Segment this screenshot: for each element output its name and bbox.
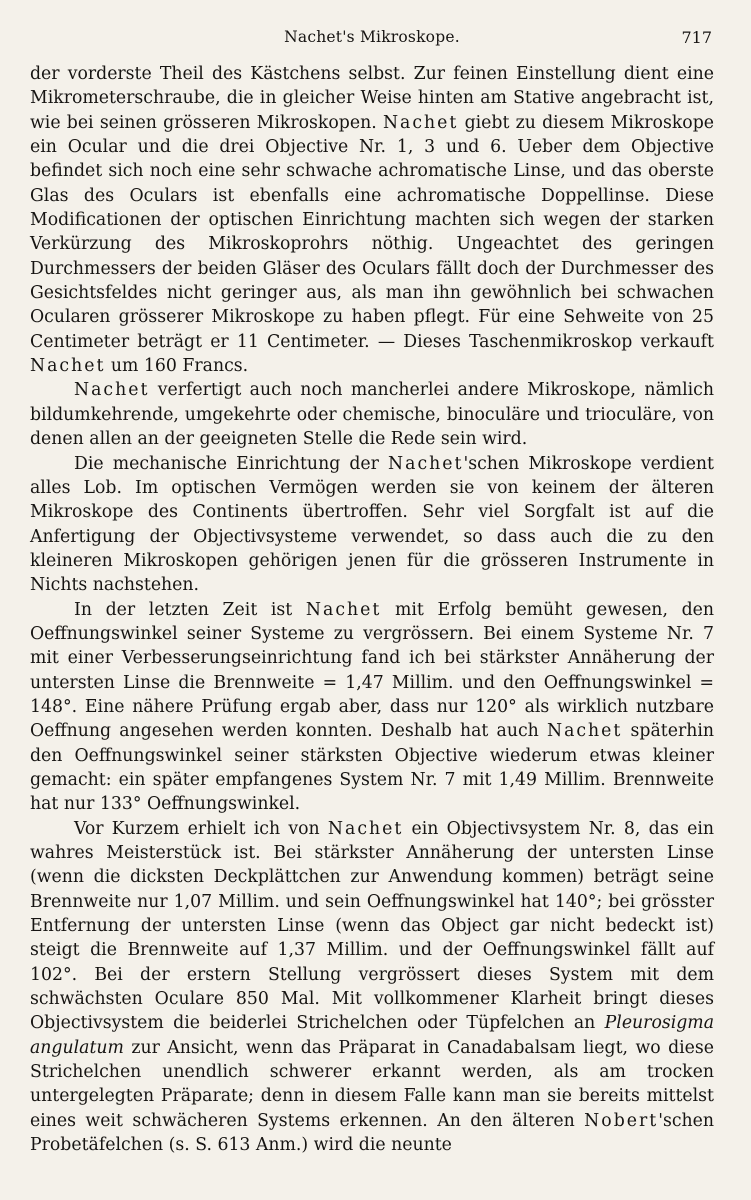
- paragraph: [30, 598, 714, 817]
- spaced-name: Nobert: [584, 1110, 659, 1131]
- book-page: [30, 0, 714, 1200]
- text-run: 'schen Mikroskope verdient alles Lob. Im optischen Vermögen werden sie von keinem der älteren Mikroskope des Continents übertroffen. Sehr viel Sorgfalt ist auf die Anfertigung der Objectivsysteme verwendet, so dass auch die zu den kleineren Mikroskopen gehörigen jenen für die grösseren Instrumente in Nichts nachstehen.: [30, 453, 714, 596]
- spaced-name: Nachet: [388, 453, 464, 474]
- text-run: ein Objectivsystem Nr. 8, das ein wahres Meisterstück ist. Bei stärkster Annäherung der untersten Linse (wenn die dicksten Deckplättchen zur Anwendung kommen) beträgt seine Brennweite nur 1,07 Millim. und sein Oeffnungswinkel hat 140°; bei grösster Entfernung der untersten Linse (wenn das Object gar nicht bedeckt ist) steigt die Brennweite auf 1,37 Millim. und der Oeffnungswinkel fällt auf 102°. Bei der erstern Stellung vergrössert dieses System mit dem schwächsten Oculare 850 Mal. Mit vollkommener Klarheit bringt dieses Objectivsystem die beiderlei Strichelchen oder Tüpfelchen an: [30, 818, 714, 1034]
- text-run: der vorderste Theil des Kästchens selbst. Zur feinen Einstellung dient eine Mikrometerschraube, die in gleicher Weise hinten am Stative angebracht ist, wie bei seinen grösseren Mikroskopen.: [30, 64, 714, 133]
- text-run: giebt zu diesem Mikroskope ein Ocular und die drei Objective Nr. 1, 3 und 6. Ueber dem Objective befindet sich noch eine sehr schwache achromatische Linse, und das oberste Glas des Oculars ist ebenfalls eine achromatische Doppellinse. Diese Modificationen der optischen Einrichtung machten sich wegen der starken Verkürzung des Mikroskoprohrs nöthig. Ungeachtet des geringen Durchmessers der beiden Gläser des Oculars fällt doch der Durchmesser des Gesichtsfeldes nicht geringer aus, als man ihn gewöhnlich bei schwachen Ocularen grösserer Mikroskope zu haben pflegt. Für eine Sehweite von 25 Centimeter beträgt er 11 Centimeter. — Dieses Taschenmikroskop verkauft: [30, 112, 714, 352]
- text-run: 'schen Probetäfelchen (s. S. 613 Anm.) wird die neunte: [30, 1110, 714, 1156]
- spaced-name: Nachet: [327, 818, 404, 839]
- paragraph: [30, 62, 714, 378]
- spaced-name: Nachet: [30, 356, 106, 377]
- paragraph: [30, 452, 714, 598]
- italic-term: Pleurosigma angulatum: [30, 1013, 714, 1058]
- text-run: Die mechanische Einrichtung der: [74, 453, 389, 474]
- text-run: In der letzten Zeit ist: [74, 599, 306, 620]
- page-number: 717: [681, 28, 712, 47]
- running-title: Nachet's Mikroskope.: [284, 28, 460, 46]
- spaced-name: Nachet: [382, 112, 459, 133]
- paragraph: [30, 817, 714, 1158]
- paragraph: [30, 378, 714, 451]
- spaced-name: Nachet: [546, 721, 623, 742]
- text-run: späterhin den Oeffnungswinkel seiner stärksten Objective wiederum etwas kleiner gemacht: ein später empfangenes System Nr. 7 mit 1,49 Millim. Brennweite hat nur 133° Oeffnungswinkel.: [30, 721, 714, 815]
- text-run: um 160 Francs.: [105, 356, 249, 377]
- text-run: mit Erfolg bemüht gewesen, den Oeffnungswinkel seiner Systeme zu vergrössern. Bei einem Systeme Nr. 7 mit einer Verbesserungseinrichtung fand ich bei stärkster Annäherung der untersten Linse die Brennweite = 1,47 Millim. und den Oeffnungswinkel = 148°. Eine nähere Prüfung ergab aber, dass nur 120° als wirklich nutzbare Oeffnung angesehen werden konnten. Deshalb hat auch: [30, 599, 715, 742]
- text-run: verfertigt auch noch mancherlei andere Mikroskope, nämlich bildumkehrende, umgekehrte oder chemische, binoculäre und trioculäre, von denen allen an der geeigneten Stelle die Rede sein wird.: [30, 380, 714, 450]
- text-run: zur Ansicht, wenn das Präparat in Canadabalsam liegt, wo diese Strichelchen unendlich schwerer erkannt werden, als am trocken untergelegten Präparate; denn in diesem Falle kann man sie bereits mittelst eines weit schwächeren Systems erkennen. An den älteren: [30, 1037, 714, 1131]
- spaced-name: Nachet: [305, 599, 382, 620]
- running-header: [30, 28, 714, 52]
- body-text: [30, 62, 714, 1157]
- text-run: Vor Kurzem erhielt ich von: [74, 818, 328, 839]
- spaced-name: Nachet: [74, 380, 150, 401]
